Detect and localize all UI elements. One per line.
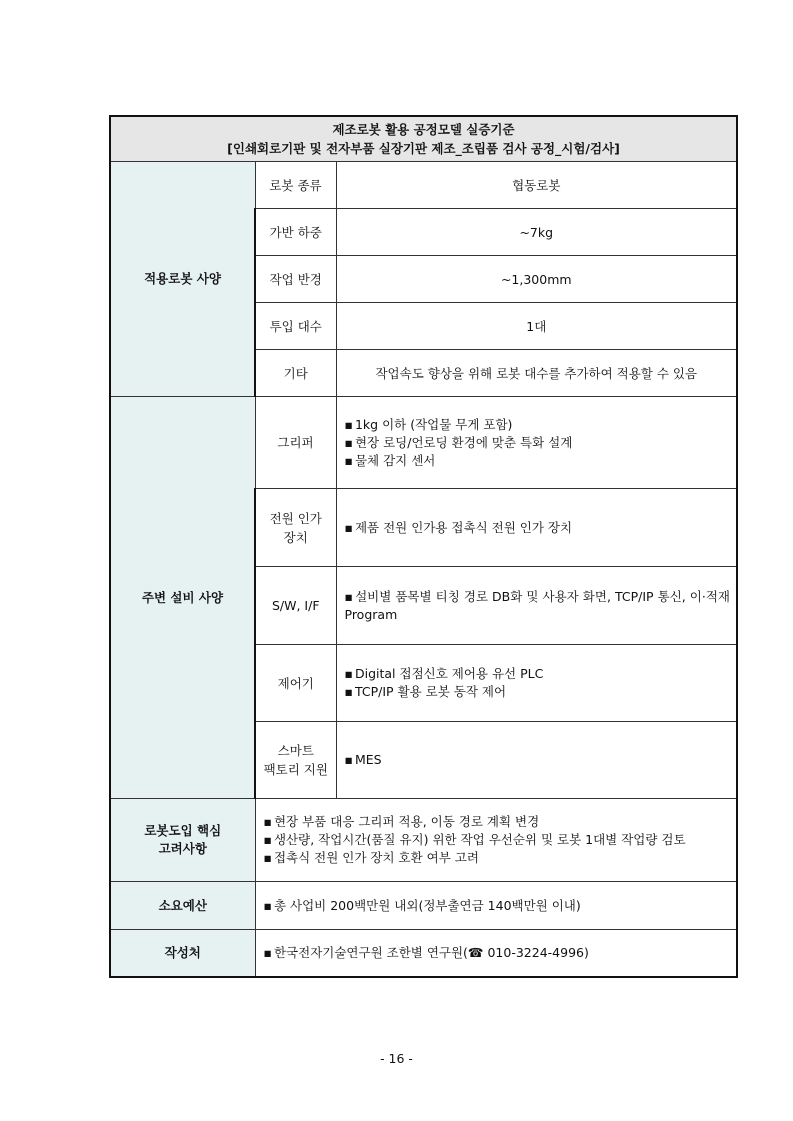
table-row xyxy=(110,882,737,930)
row-label: 투입 대수 xyxy=(255,303,336,350)
row-value: ~7kg xyxy=(336,209,737,256)
smart-label-line1: 스마트 xyxy=(277,743,314,758)
smart-factory-label xyxy=(255,722,336,799)
spec-table xyxy=(109,115,738,978)
table-row xyxy=(110,930,737,977)
list-item: ▪ 현장 로딩/언로딩 환경에 맞춘 특화 설계 xyxy=(345,434,731,452)
list-item: ▪ TCP/IP 활용 로봇 동작 제어 xyxy=(345,683,731,701)
smart-factory-value xyxy=(336,722,737,799)
smart-label-line2: 팩토리 지원 xyxy=(263,762,328,777)
row-label: 기타 xyxy=(255,350,336,397)
table-row xyxy=(110,162,737,209)
page-number: - 16 - xyxy=(380,1051,413,1066)
peripheral-spec-label: 주변 설비 사양 xyxy=(110,397,255,799)
row-value: 작업속도 향상을 위해 로봇 대수를 추가하여 적용할 수 있음 xyxy=(336,350,737,397)
list-item: ▪ 총 사업비 200백만원 내외(정부출연금 140백만원 이내) xyxy=(264,897,731,915)
title-row xyxy=(110,116,737,162)
gripper-value xyxy=(336,397,737,489)
considerations-label-line1: 로봇도입 핵심 xyxy=(144,823,222,838)
table-title xyxy=(110,116,737,162)
considerations-label-line2: 고려사항 xyxy=(158,841,207,856)
considerations-value xyxy=(255,799,737,882)
author-value xyxy=(255,930,737,977)
budget-label: 소요예산 xyxy=(110,882,255,930)
table-row xyxy=(110,799,737,882)
list-item: ▪ 제품 전원 인가용 접촉식 전원 인가 장치 xyxy=(345,519,731,537)
list-item: ▪ 설비별 품목별 티칭 경로 DB화 및 사용자 화면, TCP/IP 통신, 이·적재 Program xyxy=(345,588,731,624)
table-row xyxy=(110,397,737,489)
list-item: ▪ 접촉식 전원 인가 장치 호환 여부 고려 xyxy=(264,849,731,867)
robot-spec-label: 적용로봇 사양 xyxy=(110,162,255,397)
considerations-label xyxy=(110,799,255,882)
list-item: ▪ 생산량, 작업시간(품질 유지) 위한 작업 우선순위 및 로봇 1대별 작업량 검토 xyxy=(264,831,731,849)
sw-label: S/W, I/F xyxy=(255,567,336,645)
row-label: 로봇 종류 xyxy=(255,162,336,209)
power-label xyxy=(255,489,336,567)
row-value: 1대 xyxy=(336,303,737,350)
title-line1: 제조로봇 활용 공정모델 실증기준 xyxy=(332,122,515,137)
controller-label: 제어기 xyxy=(255,645,336,722)
list-item: ▪ 한국전자기술연구원 조한별 연구원(☎ 010-3224-4996) xyxy=(264,944,731,962)
row-value: ~1,300mm xyxy=(336,256,737,303)
list-item: ▪ 1kg 이하 (작업물 무게 포함) xyxy=(345,416,731,434)
gripper-label: 그리퍼 xyxy=(255,397,336,489)
list-item: ▪ Digital 접점신호 제어용 유선 PLC xyxy=(345,665,731,683)
title-line2: [인쇄회로기판 및 전자부품 실장기판 제조_조립품 검사 공정_시험/검사] xyxy=(227,141,620,156)
list-item: ▪ 물체 감지 센서 xyxy=(345,452,731,470)
sw-value xyxy=(336,567,737,645)
budget-value xyxy=(255,882,737,930)
row-label: 작업 반경 xyxy=(255,256,336,303)
row-label: 가반 하중 xyxy=(255,209,336,256)
row-value: 협동로봇 xyxy=(336,162,737,209)
power-value xyxy=(336,489,737,567)
controller-value xyxy=(336,645,737,722)
list-item: ▪ 현장 부품 대응 그리퍼 적용, 이동 경로 계획 변경 xyxy=(264,813,731,831)
power-label-line1: 전원 인가 xyxy=(269,510,322,526)
power-label-line2: 장치 xyxy=(283,529,308,545)
author-label: 작성처 xyxy=(110,930,255,977)
list-item: ▪ MES xyxy=(345,751,731,769)
